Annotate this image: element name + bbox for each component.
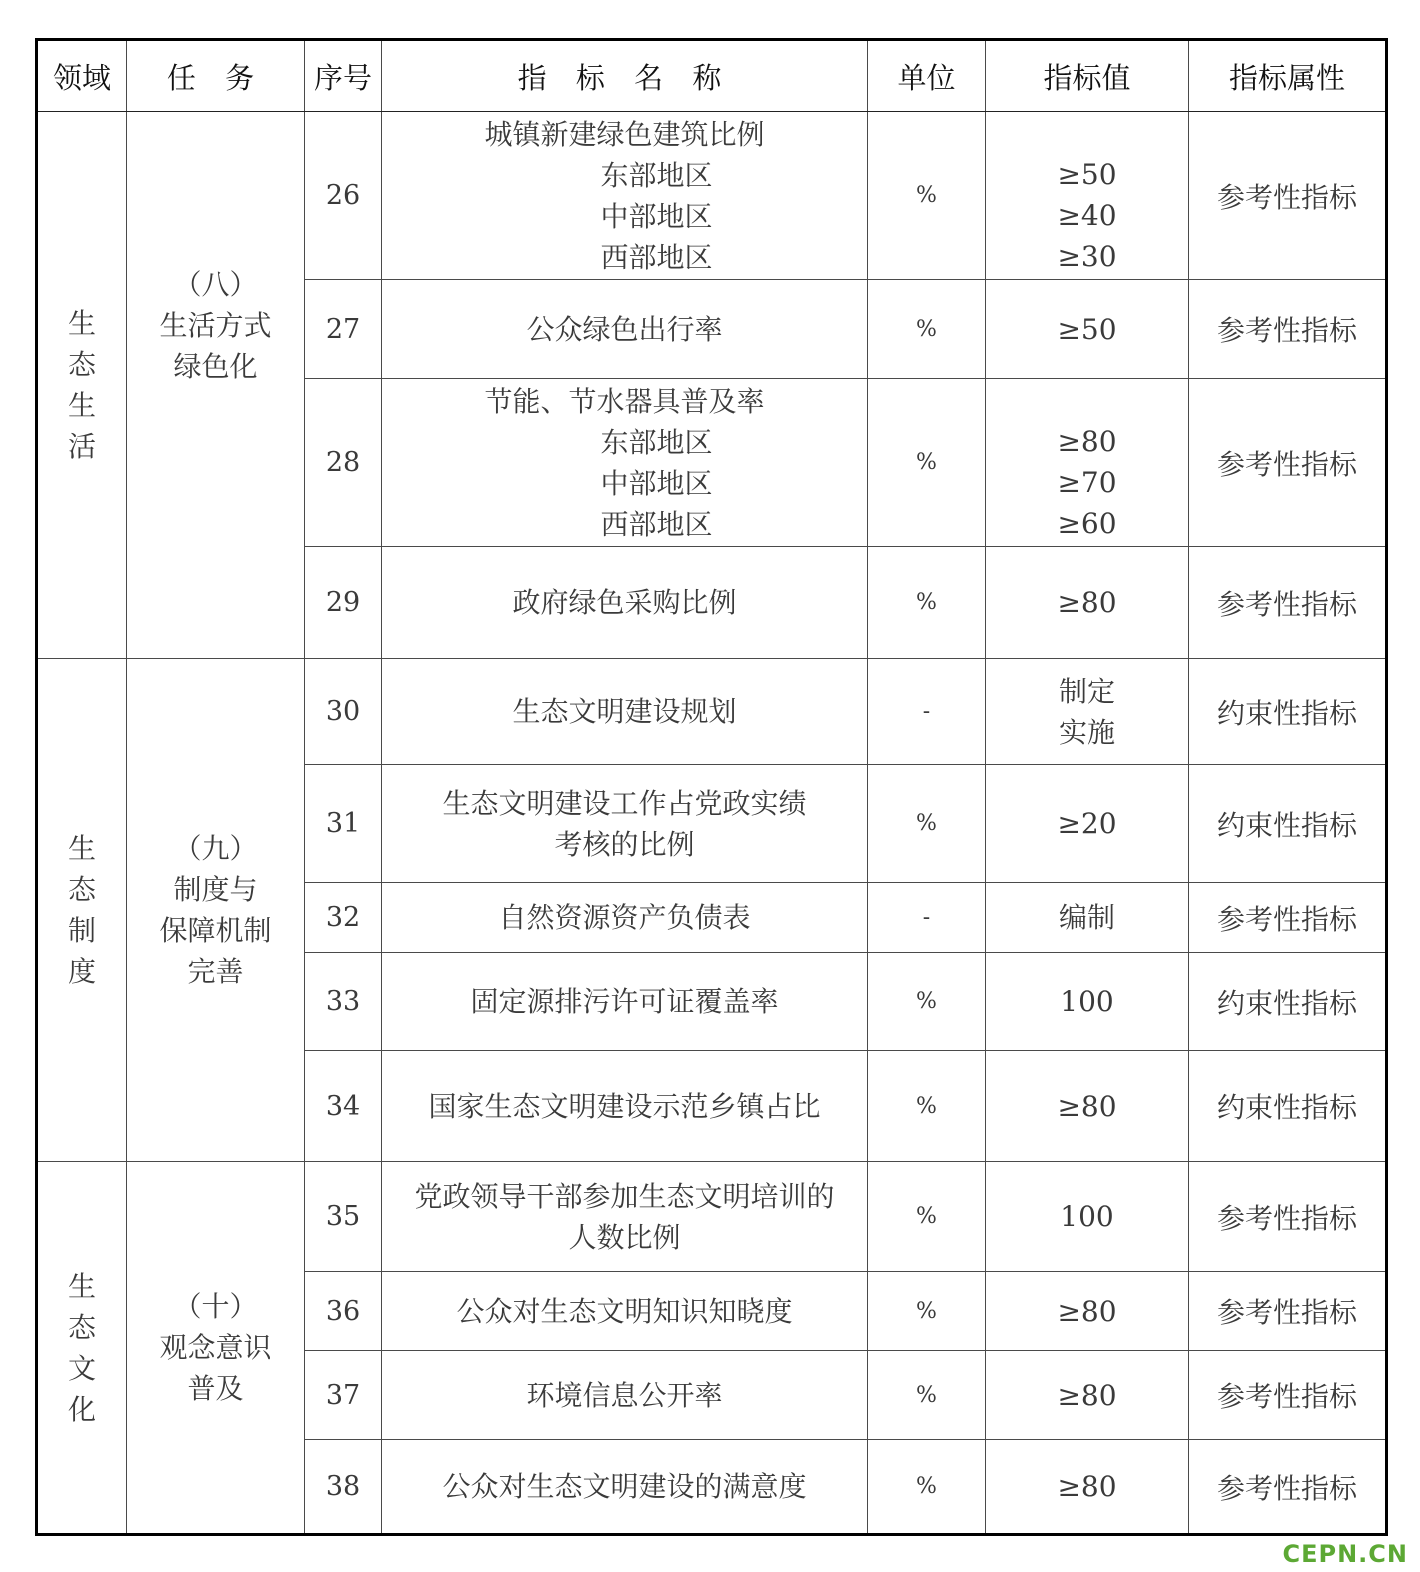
attr-cell: 参考性指标	[1189, 1440, 1387, 1535]
name-cell: 公众绿色出行率	[382, 280, 868, 379]
seq-cell: 35	[305, 1162, 382, 1272]
unit-cell: %	[868, 280, 986, 379]
value-cell: ≥80	[986, 1440, 1189, 1535]
name-cell: 党政领导干部参加生态文明培训的 人数比例	[382, 1162, 868, 1272]
seq-cell: 30	[305, 659, 382, 765]
unit-cell: %	[868, 953, 986, 1051]
unit-cell: %	[868, 379, 986, 547]
attr-cell: 约束性指标	[1189, 1051, 1387, 1162]
name-cell: 政府绿色采购比例	[382, 547, 868, 659]
name-cell: 环境信息公开率	[382, 1351, 868, 1440]
value-cell: ≥80	[986, 1351, 1189, 1440]
name-cell: 自然资源资产负债表	[382, 883, 868, 953]
watermark-logo: CEPN.CN	[1282, 1540, 1408, 1568]
attr-cell: 参考性指标	[1189, 379, 1387, 547]
value-cell: ≥80 ≥70 ≥60	[986, 379, 1189, 547]
value-cell: ≥80	[986, 1272, 1189, 1351]
seq-cell: 32	[305, 883, 382, 953]
name-cell: 固定源排污许可证覆盖率	[382, 953, 868, 1051]
seq-cell: 28	[305, 379, 382, 547]
unit-cell: -	[868, 659, 986, 765]
attr-cell: 参考性指标	[1189, 112, 1387, 280]
unit-cell: %	[868, 1051, 986, 1162]
table-row	[37, 1162, 1387, 1272]
unit-cell: %	[868, 1351, 986, 1440]
value-cell: ≥20	[986, 765, 1189, 883]
table-row	[37, 112, 1387, 280]
value-cell: 100	[986, 953, 1189, 1051]
name-cell: 公众对生态文明建设的满意度	[382, 1440, 868, 1535]
seq-cell: 37	[305, 1351, 382, 1440]
attr-cell: 约束性指标	[1189, 765, 1387, 883]
header-attr: 指标属性	[1189, 40, 1387, 112]
name-cell: 公众对生态文明知识知晓度	[382, 1272, 868, 1351]
field-cell: 生 态 生 活	[37, 112, 127, 659]
attr-cell: 约束性指标	[1189, 659, 1387, 765]
header-task: 任 务	[127, 40, 305, 112]
value-cell: ≥80	[986, 1051, 1189, 1162]
seq-cell: 29	[305, 547, 382, 659]
unit-cell: %	[868, 547, 986, 659]
value-cell: 编制	[986, 883, 1189, 953]
unit-cell: %	[868, 112, 986, 280]
task-cell: （九） 制度与 保障机制 完善	[127, 659, 305, 1162]
table-row	[37, 659, 1387, 765]
task-cell: （八） 生活方式 绿色化	[127, 112, 305, 659]
name-cell: 生态文明建设规划	[382, 659, 868, 765]
attr-cell: 约束性指标	[1189, 953, 1387, 1051]
unit-cell: -	[868, 883, 986, 953]
header-value: 指标值	[986, 40, 1189, 112]
value-cell: 制定 实施	[986, 659, 1189, 765]
name-cell: 国家生态文明建设示范乡镇占比	[382, 1051, 868, 1162]
name-cell: 城镇新建绿色建筑比例 东部地区 中部地区 西部地区	[382, 112, 868, 280]
seq-cell: 33	[305, 953, 382, 1051]
attr-cell: 参考性指标	[1189, 1272, 1387, 1351]
attr-cell: 参考性指标	[1189, 883, 1387, 953]
value-cell: 100	[986, 1162, 1189, 1272]
value-cell: ≥80	[986, 547, 1189, 659]
indicator-table	[35, 38, 1388, 1536]
value-cell: ≥50 ≥40 ≥30	[986, 112, 1189, 280]
seq-cell: 27	[305, 280, 382, 379]
task-cell: （十） 观念意识 普及	[127, 1162, 305, 1535]
seq-cell: 38	[305, 1440, 382, 1535]
field-cell: 生 态 制 度	[37, 659, 127, 1162]
header-row	[37, 40, 1387, 112]
seq-cell: 31	[305, 765, 382, 883]
header-name: 指 标 名 称	[382, 40, 868, 112]
unit-cell: %	[868, 1440, 986, 1535]
value-cell: ≥50	[986, 280, 1189, 379]
header-unit: 单位	[868, 40, 986, 112]
unit-cell: %	[868, 765, 986, 883]
attr-cell: 参考性指标	[1189, 1351, 1387, 1440]
name-cell: 生态文明建设工作占党政实绩 考核的比例	[382, 765, 868, 883]
attr-cell: 参考性指标	[1189, 1162, 1387, 1272]
header-field: 领域	[37, 40, 127, 112]
attr-cell: 参考性指标	[1189, 547, 1387, 659]
unit-cell: %	[868, 1162, 986, 1272]
name-cell: 节能、节水器具普及率 东部地区 中部地区 西部地区	[382, 379, 868, 547]
unit-cell: %	[868, 1272, 986, 1351]
header-seq: 序号	[305, 40, 382, 112]
seq-cell: 36	[305, 1272, 382, 1351]
field-cell: 生 态 文 化	[37, 1162, 127, 1535]
attr-cell: 参考性指标	[1189, 280, 1387, 379]
seq-cell: 34	[305, 1051, 382, 1162]
seq-cell: 26	[305, 112, 382, 280]
